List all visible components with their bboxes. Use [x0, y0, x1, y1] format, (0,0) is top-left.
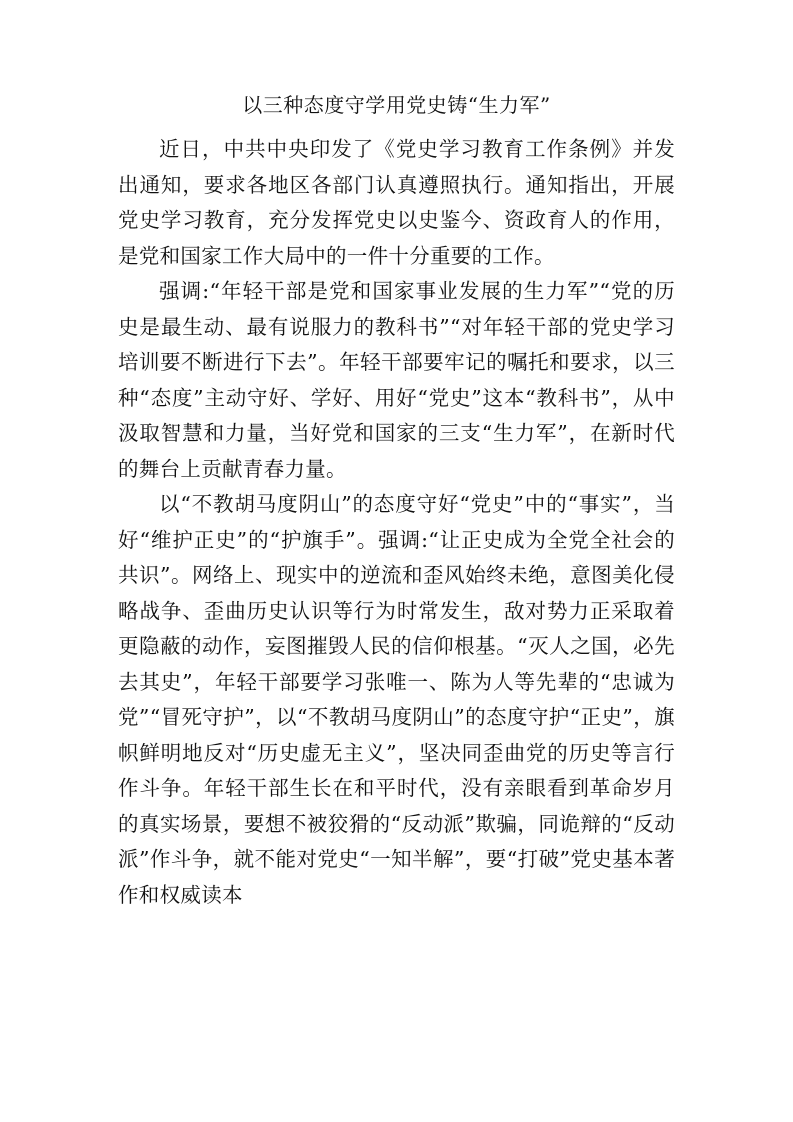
paragraph-3: 以“不教胡马度阴山”的态度守好“党史”中的“事实”，当好“维护正史”的“护旗手”。强调:“让正史成为全党全社会的共识”。网络上、现实中的逆流和歪风始终未绝，意图美化侵略战争、歪曲历史认识等行为时常发生，敌对势力正采取着更隐蔽的动作，妄图摧毁人民的信仰根基。“灭人之国，必先去其史”，年轻干部要学习张唯一、陈为人等先辈的“忠诚为党”“冒死守护”，以“不教胡马度阴山”的态度守护“正史”，旗帜鲜明地反对“历史虚无主义”，坚决同歪曲党的历史等言行作斗争。年轻干部生长在和平时代，没有亲眼看到革命岁月的真实场景，要想不被狡猾的“反动派”欺骗，同诡辩的“反动派”作斗争，就不能对党史“一知半解”，要“打破”党史基本著作和权威读本: [118, 492, 675, 907]
document-title: 以三种态度守学用党史铸“生力军”: [242, 93, 551, 117]
paragraph-1: 近日，中共中央印发了《党史学习教育工作条例》并发出通知，要求各地区各部门认真遵照执行。通知指出，开展党史学习教育，充分发挥党史以史鉴今、资政育人的作用，是党和国家工作大局中的一件十分重要的工作。: [118, 137, 675, 268]
paragraph-2: 强调:“年轻干部是党和国家事业发展的生力军”“党的历史是最生动、最有说服力的教科书”“对年轻干部的党史学习培训要不断进行下去”。年轻干部要牢记的嘱托和要求，以三种“态度”主动守好、学好、用好“党史”这本“教科书”，从中汲取智慧和力量，当好党和国家的三支“生力军”，在新时代的舞台上贡献青春力量。: [118, 279, 675, 481]
